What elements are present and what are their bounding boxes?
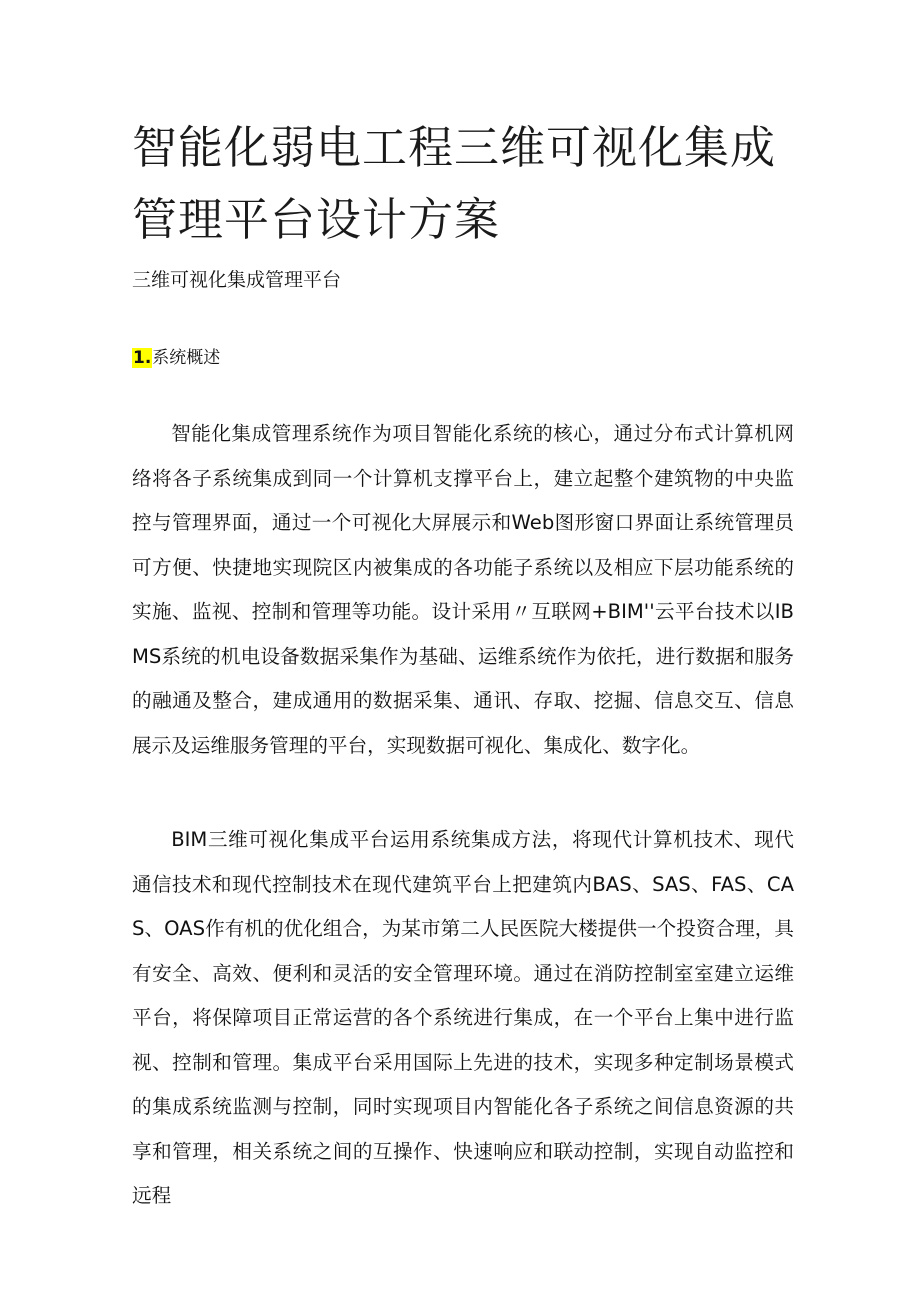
section-heading (132, 344, 220, 372)
body-paragraph: BIM三维可视化集成平台运用系统集成方法，将现代计算机技术、现代通信技术和现代控制技术在现代建筑平台上把建筑内BAS、SAS、FAS、CAS、OAS作有机的优化组合，为某市第二人民医院大楼提供一个投资合理，具有安全、高效、便利和灵活的安全管理环境。通过在消防控制室室建立运维平台，将保障项目正常运营的各个系统进行集成，在一个平台上集中进行监视、控制和管理。集成平台采用国际上先进的技术，实现多种定制场景模式的集成系统监测与控制，同时实现项目内智能化各子系统之间信息资源的共享和管理，相关系统之间的互操作、快速响应和联动控制，实现自动监控和远程 (132, 828, 794, 1207)
section-number: 1. (133, 348, 152, 368)
body-paragraph: 智能化集成管理系统作为项目智能化系统的核心，通过分布式计算机网络将各子系统集成到同一个计算机支撑平台上，建立起整个建筑物的中央监控与管理界面，通过一个可视化大屏展示和Web图形窗口界面让系统管理员可方便、快捷地实现院区内被集成的各功能子系统以及相应下层功能系统的实施、监视、控制和管理等功能。设计采用〃互联网+BIM''云平台技术以IBMS系统的机电设备数据采集作为基础、运维系统作为依托，进行数据和服务的融通及整合，建成通用的数据采集、通讯、存取、挖掘、信息交互、信息展示及运维服务管理的平台，实现数据可视化、集成化、数字化。 (132, 422, 794, 757)
document-subtitle: 三维可视化集成管理平台 (132, 269, 342, 291)
section-title: 系统概述 (152, 348, 221, 368)
document-title: 智能化弱电工程三维可视化集成管理平台设计方案 (132, 121, 777, 246)
